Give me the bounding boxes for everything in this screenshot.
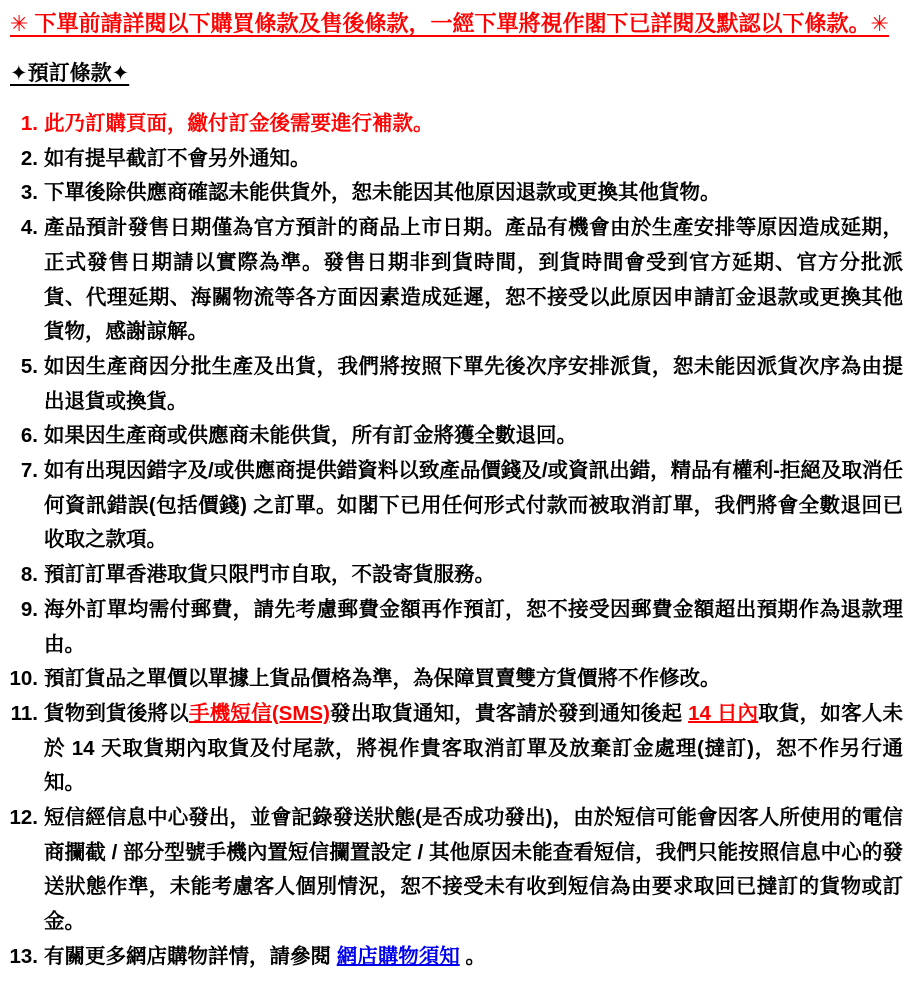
term-item-5 bbox=[6, 350, 907, 419]
term-item-10 bbox=[6, 662, 907, 697]
term-text: 如果因生產商或供應商未能供貨，所有訂金將獲全數退回。 bbox=[44, 424, 577, 448]
term-text: 海外訂單均需付郵費，請先考慮郵費金額再作預訂，恕不接受因郵費金額超出預期作為退款理由。 bbox=[44, 597, 903, 656]
term-number: 3. bbox=[20, 181, 38, 205]
term-text: 如有提早截訂不會另外通知。 bbox=[44, 146, 311, 170]
term-item-8 bbox=[6, 558, 907, 593]
term-number: 5. bbox=[20, 354, 38, 378]
terms-list bbox=[6, 107, 907, 975]
term-text-segment: 貨物到貨後將以 bbox=[44, 701, 189, 725]
term-item-1 bbox=[6, 107, 907, 142]
preorder-terms-title: ✦預訂條款✦ bbox=[10, 62, 130, 85]
term-text-segment: 有關更多網店購物詳情，請參閱 bbox=[44, 944, 337, 968]
term-text-segment: 取貨，如客人未於 14 天取貨期內取貨及付尾款，將視作貴客取消訂單及放棄訂金處理(撻訂)，恕不作另行通知。 bbox=[44, 701, 904, 795]
term-number: 10. bbox=[9, 667, 38, 691]
term-item-11 bbox=[6, 697, 907, 801]
term-number: 11. bbox=[10, 701, 38, 725]
term-item-12 bbox=[6, 801, 907, 940]
term-text: 預訂貨品之單價以單據上貨品價格為準，為保障買賣雙方貨價將不作修改。 bbox=[44, 667, 721, 691]
purchase-notice-banner: ✳ 下單前請詳閱以下購買條款及售後條款，一經下單將視作閣下已詳閱及默認以下條款。✳ bbox=[10, 11, 889, 36]
term-number: 12. bbox=[9, 806, 38, 830]
term-text: 如因生產商因分批生產及出貨，我們將按照下單先後次序安排派貨，恕未能因派貨次序為由提出退貨或換貨。 bbox=[44, 354, 903, 413]
term-item-3 bbox=[6, 176, 907, 211]
term-number: 7. bbox=[20, 459, 38, 483]
term-number: 2. bbox=[20, 146, 38, 170]
term-text: 預訂訂單香港取貨只限門市自取，不設寄貨服務。 bbox=[44, 563, 495, 587]
term-number: 6. bbox=[20, 424, 38, 448]
section-title-row bbox=[6, 39, 907, 87]
term-number: 4. bbox=[20, 216, 38, 240]
term-number: 13. bbox=[9, 944, 38, 968]
term-text: 下單後除供應商確認未能供貨外，恕未能因其他原因退款或更換其他貨物。 bbox=[44, 181, 721, 205]
term-item-9 bbox=[6, 593, 907, 662]
term-number: 9. bbox=[20, 597, 38, 621]
term-item-13 bbox=[6, 940, 907, 975]
term-number: 1. bbox=[20, 112, 38, 135]
pickup-deadline-highlight: 14 日內 bbox=[688, 701, 759, 725]
term-text bbox=[44, 945, 486, 968]
term-text: 此乃訂購頁面，繳付訂金後需要進行補款。 bbox=[44, 112, 434, 135]
store-shopping-guide-link[interactable]: 網店購物須知 bbox=[336, 944, 460, 968]
term-item-7 bbox=[6, 454, 907, 558]
term-item-2 bbox=[6, 142, 907, 177]
term-item-4 bbox=[6, 211, 907, 350]
term-text-segment: 。 bbox=[459, 944, 486, 968]
term-text-segment: 發出取貨通知，貴客請於發到通知後起 bbox=[329, 701, 689, 725]
term-number: 8. bbox=[20, 563, 38, 587]
term-text bbox=[44, 702, 903, 794]
term-item-6 bbox=[6, 419, 907, 454]
term-text: 產品預計發售日期僅為官方預計的商品上市日期。產品有機會由於生產安排等原因造成延期，正式發售日期請以實際為準。發售日期非到貨時間，到貨時間會受到官方延期、官方分批派貨、代理延期、海關物流等各方面因素造成延遲，恕不接受以此原因申請訂金退款或更換其他貨物，感謝諒解。 bbox=[44, 216, 903, 344]
sms-highlight-text: 手機短信(SMS) bbox=[188, 701, 330, 725]
term-text: 如有出現因錯字及/或供應商提供錯資料以致產品價錢及/或資訊出錯，精品有權利-拒絕及取消任何資訊錯誤(包括價錢) 之訂單。如閣下已用任何形式付款而被取消訂單，我們將會全數退回已收取之款項。 bbox=[44, 459, 903, 552]
term-text: 短信經信息中心發出，並會記錄發送狀態(是否成功發出)，由於短信可能會因客人所使用的電信商攔截 / 部分型號手機內置短信攔置設定 / 其他原因未能查看短信，我們只能按照信息中心的發送狀態作準，未能考慮客人個別情況，恕不接受未有收到短信為由要求取回已撻訂的貨物或訂金。 bbox=[44, 806, 903, 934]
